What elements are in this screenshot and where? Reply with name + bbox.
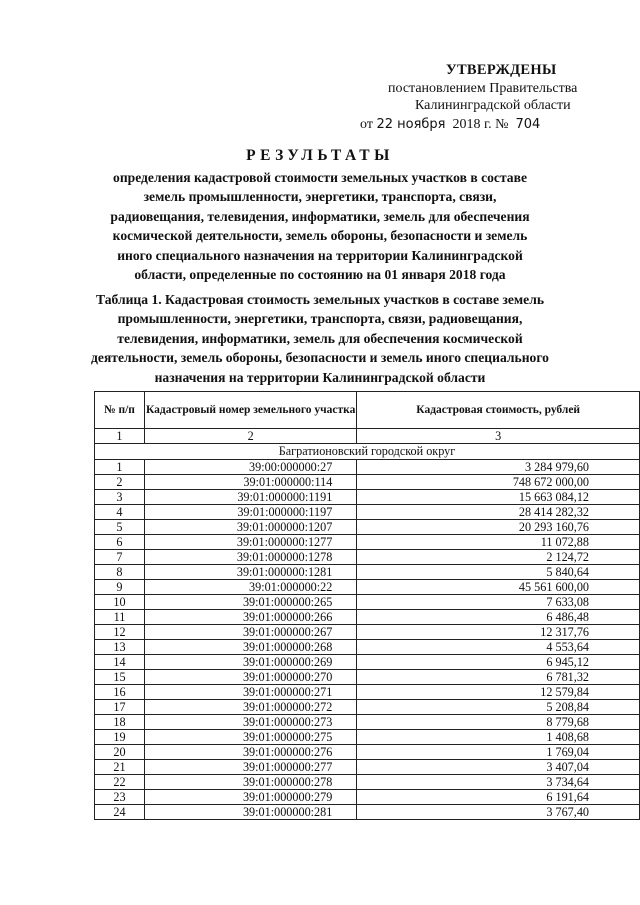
table-row	[95, 550, 640, 565]
table-row	[95, 715, 640, 730]
cadastral-value: 5 208,84	[357, 700, 640, 715]
table-body	[95, 460, 640, 820]
table-row	[95, 685, 640, 700]
table-row	[95, 760, 640, 775]
table-row	[95, 580, 640, 595]
row-number: 2	[95, 475, 145, 490]
group-label: Багратионовский городской округ	[95, 444, 640, 460]
cadastral-value: 3 284 979,60	[357, 460, 640, 475]
table-row	[95, 475, 640, 490]
table-row	[95, 610, 640, 625]
cadastral-number: 39:01:000000:279	[144, 790, 356, 805]
cadastral-value: 3 407,04	[357, 760, 640, 775]
table-row	[95, 730, 640, 745]
cadastral-value: 8 779,68	[357, 715, 640, 730]
group-row	[95, 444, 640, 460]
row-number: 13	[95, 640, 145, 655]
column-number-1: 1	[95, 429, 145, 444]
row-number: 14	[95, 655, 145, 670]
cadastral-number: 39:01:000000:270	[144, 670, 356, 685]
table-row	[95, 460, 640, 475]
cadastral-value: 6 191,64	[357, 790, 640, 805]
cadastral-number: 39:01:000000:1281	[144, 565, 356, 580]
cadastral-value: 748 672 000,00	[357, 475, 640, 490]
cadastral-number: 39:01:000000:269	[144, 655, 356, 670]
cadastral-table	[94, 391, 640, 820]
date-prefix: от	[360, 117, 373, 132]
cadastral-number: 39:01:000000:1207	[144, 520, 356, 535]
cadastral-value: 6 945,12	[357, 655, 640, 670]
table-row	[95, 505, 640, 520]
row-number: 1	[95, 460, 145, 475]
row-number: 16	[95, 685, 145, 700]
cadastral-number: 39:01:000000:22	[144, 580, 356, 595]
row-number: 11	[95, 610, 145, 625]
cadastral-number: 39:01:000000:114	[144, 475, 356, 490]
row-number: 7	[95, 550, 145, 565]
cadastral-value: 4 553,64	[357, 640, 640, 655]
cadastral-value: 6 781,32	[357, 670, 640, 685]
cadastral-number: 39:01:000000:271	[144, 685, 356, 700]
cadastral-value: 45 561 600,00	[357, 580, 640, 595]
cadastral-value: 28 414 282,32	[357, 505, 640, 520]
row-number: 17	[95, 700, 145, 715]
cadastral-number: 39:01:000000:266	[144, 610, 356, 625]
cadastral-number: 39:01:000000:1191	[144, 490, 356, 505]
cadastral-value: 15 663 084,12	[357, 490, 640, 505]
table-row	[95, 595, 640, 610]
cadastral-number: 39:01:000000:273	[144, 715, 356, 730]
handwritten-date: 22 ноября	[376, 117, 446, 132]
row-number: 4	[95, 505, 145, 520]
table-row	[95, 625, 640, 640]
cadastral-value: 11 072,88	[357, 535, 640, 550]
table-row	[95, 490, 640, 505]
row-number: 18	[95, 715, 145, 730]
table-row	[95, 670, 640, 685]
year-text: 2018 г. №	[452, 117, 509, 132]
row-number: 20	[95, 745, 145, 760]
row-number: 19	[95, 730, 145, 745]
handwritten-number: 704	[515, 117, 541, 132]
approval-heading: УТВЕРЖДЕНЫ	[446, 62, 557, 78]
cadastral-number: 39:00:000000:27	[144, 460, 356, 475]
cadastral-value: 7 633,08	[357, 595, 640, 610]
cadastral-value: 12 317,76	[357, 625, 640, 640]
header-cadastral-value: Кадастровая стоимость, рублей	[357, 392, 640, 429]
table-row	[95, 805, 640, 820]
row-number: 9	[95, 580, 145, 595]
row-number: 15	[95, 670, 145, 685]
row-number: 5	[95, 520, 145, 535]
column-number-2: 2	[144, 429, 356, 444]
table-row	[95, 775, 640, 790]
document-subtitle: определения кадастровой стоимости земельных участков в составе земель промышленности, энергетики, транспорта, связи, радиовещания, телевидения, информатики, земель для обеспечения космической деятельности, земель обороны, безопасности и земель иного специального назначения на территории Калининградской области, определенные по состоянию на 01 января 2018 года	[110, 170, 530, 283]
cadastral-value: 6 486,48	[357, 610, 640, 625]
table-row	[95, 565, 640, 580]
column-number-row	[95, 429, 640, 444]
table-row	[95, 535, 640, 550]
row-number: 6	[95, 535, 145, 550]
row-number: 10	[95, 595, 145, 610]
table-row	[95, 655, 640, 670]
cadastral-value: 12 579,84	[357, 685, 640, 700]
header-cadastral-number: Кадастровый номер земельного участка	[144, 392, 356, 429]
row-number: 23	[95, 790, 145, 805]
table-header-row	[95, 392, 640, 429]
row-number: 22	[95, 775, 145, 790]
table-caption: Таблица 1. Кадастровая стоимость земельных участков в составе земель промышленности, энергетики, транспорта, связи, радиовещания, телевидения, информатики, земель для обеспечения космической деятельности, земель обороны, безопасности и земель иного специального назначения на территории Калининградской области	[91, 292, 549, 385]
header-number: № п/п	[95, 392, 145, 429]
approval-date-line	[360, 116, 540, 133]
cadastral-number: 39:01:000000:272	[144, 700, 356, 715]
cadastral-number: 39:01:000000:1277	[144, 535, 356, 550]
cadastral-number: 39:01:000000:268	[144, 640, 356, 655]
table-row	[95, 790, 640, 805]
cadastral-number: 39:01:000000:278	[144, 775, 356, 790]
row-number: 12	[95, 625, 145, 640]
approval-line-2: Калининградской области	[415, 98, 571, 113]
cadastral-number: 39:01:000000:267	[144, 625, 356, 640]
cadastral-value: 2 124,72	[357, 550, 640, 565]
table-row	[95, 700, 640, 715]
cadastral-value: 3 734,64	[357, 775, 640, 790]
cadastral-value: 3 767,40	[357, 805, 640, 820]
table-row	[95, 745, 640, 760]
cadastral-number: 39:01:000000:1197	[144, 505, 356, 520]
row-number: 24	[95, 805, 145, 820]
table-row	[95, 520, 640, 535]
cadastral-value: 20 293 160,76	[357, 520, 640, 535]
cadastral-value: 1 769,04	[357, 745, 640, 760]
cadastral-number: 39:01:000000:277	[144, 760, 356, 775]
cadastral-value: 5 840,64	[357, 565, 640, 580]
cadastral-number: 39:01:000000:1278	[144, 550, 356, 565]
cadastral-value: 1 408,68	[357, 730, 640, 745]
column-number-3: 3	[357, 429, 640, 444]
row-number: 8	[95, 565, 145, 580]
cadastral-number: 39:01:000000:275	[144, 730, 356, 745]
row-number: 21	[95, 760, 145, 775]
table-row	[95, 640, 640, 655]
cadastral-number: 39:01:000000:276	[144, 745, 356, 760]
document-title: РЕЗУЛЬТАТЫ	[246, 147, 394, 164]
cadastral-number: 39:01:000000:281	[144, 805, 356, 820]
row-number: 3	[95, 490, 145, 505]
cadastral-number: 39:01:000000:265	[144, 595, 356, 610]
approval-line-1: постановлением Правительства	[388, 81, 578, 96]
